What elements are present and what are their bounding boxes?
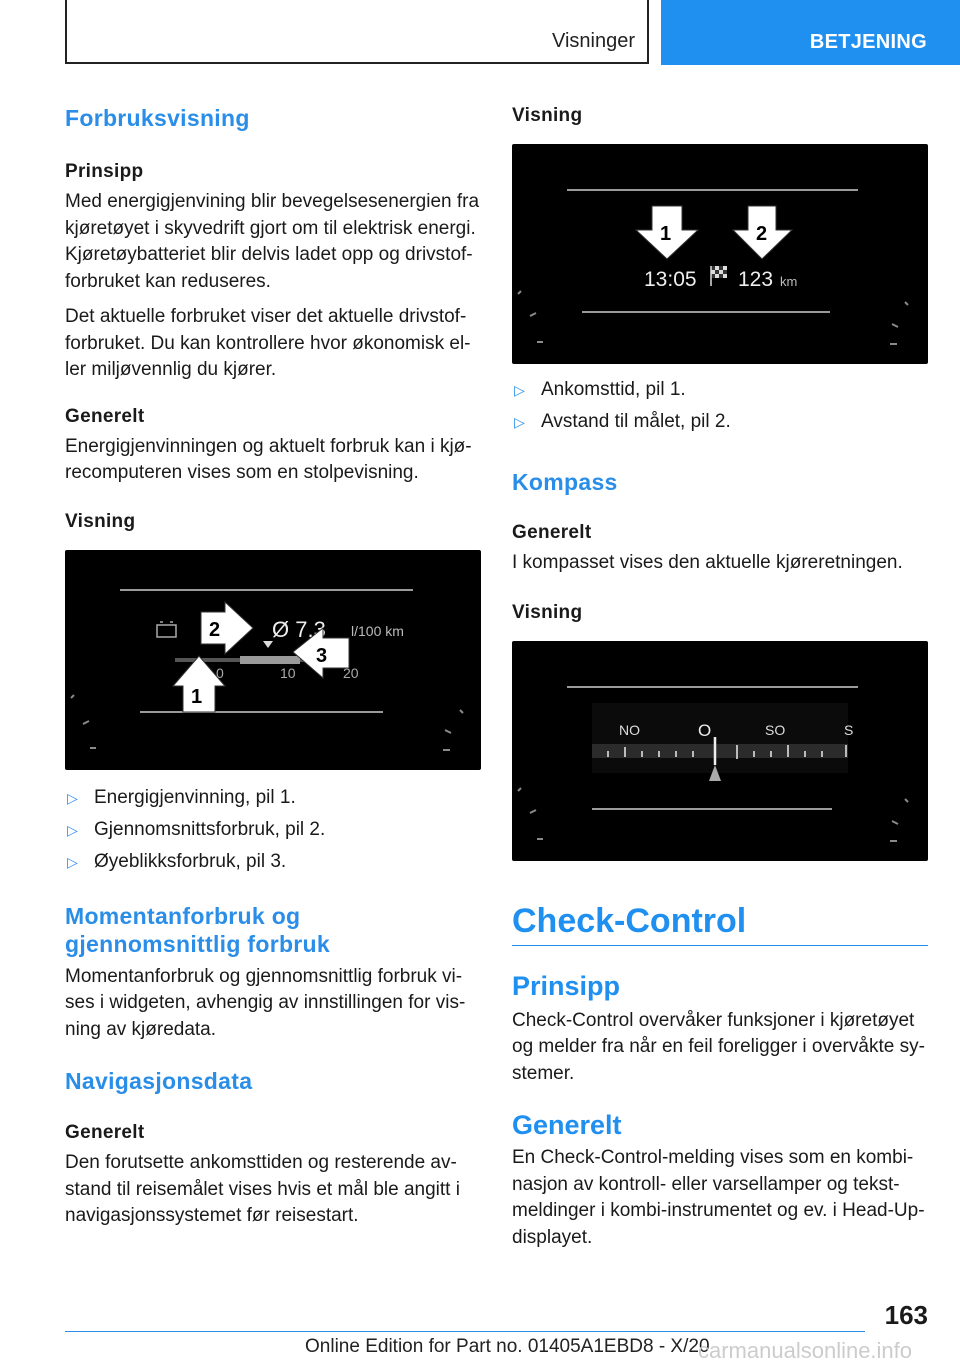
heading-visning: Visning — [65, 510, 136, 532]
paragraph-check-generelt: En Check-Control-melding vises som en kombi-nasjon av kontroll- eller varsellamper og tekst-meldinger i kombi-instrumentet og ev. i Head-Up-displayet. — [512, 1147, 925, 1248]
heading-forbruksvisning: Forbruksvisning — [65, 105, 250, 131]
consumption-bullet-list — [65, 782, 481, 878]
footer-divider — [65, 1331, 865, 1332]
paragraph-kompass: I kompasset vises den aktuelle kjøreretningen. — [512, 552, 903, 573]
compass-strip-bg — [592, 703, 848, 773]
compass-label-o: O — [698, 720, 712, 740]
average-marker-icon — [263, 641, 273, 648]
average-value: Ø 7.3 — [272, 616, 326, 642]
list-item: ▷ Energigjenvinning, pil 1. — [65, 782, 481, 814]
heading-check-control: Check-Control — [512, 901, 747, 940]
callout-arrow-1 — [636, 206, 698, 259]
list-item: ▷ Ankomsttid, pil 1. — [512, 374, 928, 406]
callout-arrow-2 — [201, 602, 253, 654]
compass-display-image — [512, 641, 928, 861]
gauge-ticks-right — [443, 710, 463, 750]
heading-kompass-visning: Visning — [512, 601, 583, 623]
page-number: 163 — [884, 1300, 928, 1330]
tick-label-20: 20 — [343, 664, 359, 681]
paragraph-generelt: Energigjenvinningen og aktuelt forbruk kan i kjø-recomputeren vises som en stolpevisning. — [65, 435, 472, 483]
bullet-triangle-icon: ▷ — [67, 853, 78, 870]
tick-label-10: 10 — [280, 664, 296, 681]
paragraph-prinsipp-1: Med energigjenvining blir bevegelsesenergien fra kjøretøyet i skyvedrift gjort om til elektrisk energi. Kjøretøybatteriet blir delvis ladet opp og drivstof-forbruket kan reduseres. — [65, 191, 480, 292]
gauge-ticks-right — [890, 799, 908, 841]
paragraph-check-prinsipp: Check-Control overvåker funksjoner i kjøretøyet og melder fra når en feil foreligger i overvåkte sy-stemer. — [512, 1009, 925, 1084]
paragraph-momentanforbruk: Momentanforbruk og gjennomsnittlig forbruk vi-ses i widgeten, avhengig av innstillingen for vis-ning av kjøredata. — [65, 965, 466, 1040]
list-item: ▷ Gjennomsnittsforbruk, pil 2. — [65, 814, 481, 846]
heading-kompass-generelt: Generelt — [512, 522, 592, 543]
callout-arrow-2 — [733, 206, 792, 259]
paragraph-navigasjonsdata: Den forutsette ankomsttiden og resterende av-stand til reisemålet vises hvis et mål ble angitt i navigasjonssystemet før reisestart. — [65, 1152, 460, 1226]
svg-text:2: 2 — [209, 618, 221, 641]
checkered-flag-icon — [711, 266, 727, 286]
battery-icon — [157, 622, 176, 637]
header-section-box — [65, 0, 649, 64]
heading-generelt: Generelt — [65, 405, 145, 427]
compass-label-so: SO — [765, 721, 786, 738]
arrival-time: 13:05 — [644, 268, 697, 291]
tick-label-0: 0 — [216, 664, 224, 681]
bullet-triangle-icon: ▷ — [67, 821, 78, 838]
gauge-ticks-right — [890, 302, 908, 344]
edition-text: Online Edition for Part no. 01405A1EBD8 - X/20 — [305, 1336, 710, 1357]
consumption-unit: l/100 km — [351, 622, 404, 639]
svg-text:1: 1 — [191, 685, 203, 708]
heading-check-generelt: Generelt — [512, 1110, 622, 1140]
compass-label-no: NO — [619, 721, 640, 738]
remaining-distance: 123 — [738, 268, 774, 291]
bullet-triangle-icon: ▷ — [514, 414, 525, 430]
header-section-title: Visninger — [551, 30, 635, 52]
svg-text:1: 1 — [660, 223, 672, 245]
watermark-text: carmanualsonline.info — [698, 1338, 913, 1363]
left-column — [65, 100, 481, 1230]
right-column — [512, 100, 928, 1251]
heading-check-prinsipp: Prinsipp — [512, 970, 621, 1001]
navigation-bullet-list — [512, 374, 928, 438]
consumption-display-image — [65, 550, 481, 770]
header-chapter-tab — [661, 0, 960, 65]
navigation-display-image — [512, 144, 928, 364]
gauge-ticks-left — [71, 695, 96, 748]
gauge-ticks-left — [518, 291, 543, 342]
bullet-triangle-icon: ▷ — [514, 382, 525, 398]
gauge-ticks-left — [518, 788, 543, 839]
heading-momentanforbruk: Momentanforbruk og gjennomsnittlig forbruk — [65, 902, 330, 957]
chapter-heading-box — [512, 901, 928, 946]
compass-scale-band — [592, 744, 848, 758]
svg-text:3: 3 — [316, 644, 328, 667]
compass-label-s: S — [844, 721, 854, 738]
heading-navigasjonsdata: Navigasjonsdata — [65, 1068, 253, 1094]
distance-unit: km — [780, 274, 798, 289]
heading-kompass: Kompass — [512, 469, 618, 495]
heading-prinsipp: Prinsipp — [65, 161, 144, 182]
bullet-triangle-icon: ▷ — [67, 789, 78, 806]
heading-visning-nav: Visning — [512, 105, 583, 126]
list-item: ▷ Øyeblikksforbruk, pil 3. — [65, 846, 481, 878]
consumption-bar-fill — [240, 656, 300, 664]
heading-nav-generelt: Generelt — [65, 1122, 145, 1143]
svg-text:2: 2 — [756, 223, 768, 245]
header-chapter-title: BETJENING — [809, 31, 927, 53]
paragraph-prinsipp-2: Det aktuelle forbruket viser det aktuelle drivstof-forbruket. Du kan kontrollere hvor økonomisk el-ler miljøvennlig du kjører. — [65, 306, 471, 380]
list-item: ▷ Avstand til målet, pil 2. — [512, 406, 928, 438]
